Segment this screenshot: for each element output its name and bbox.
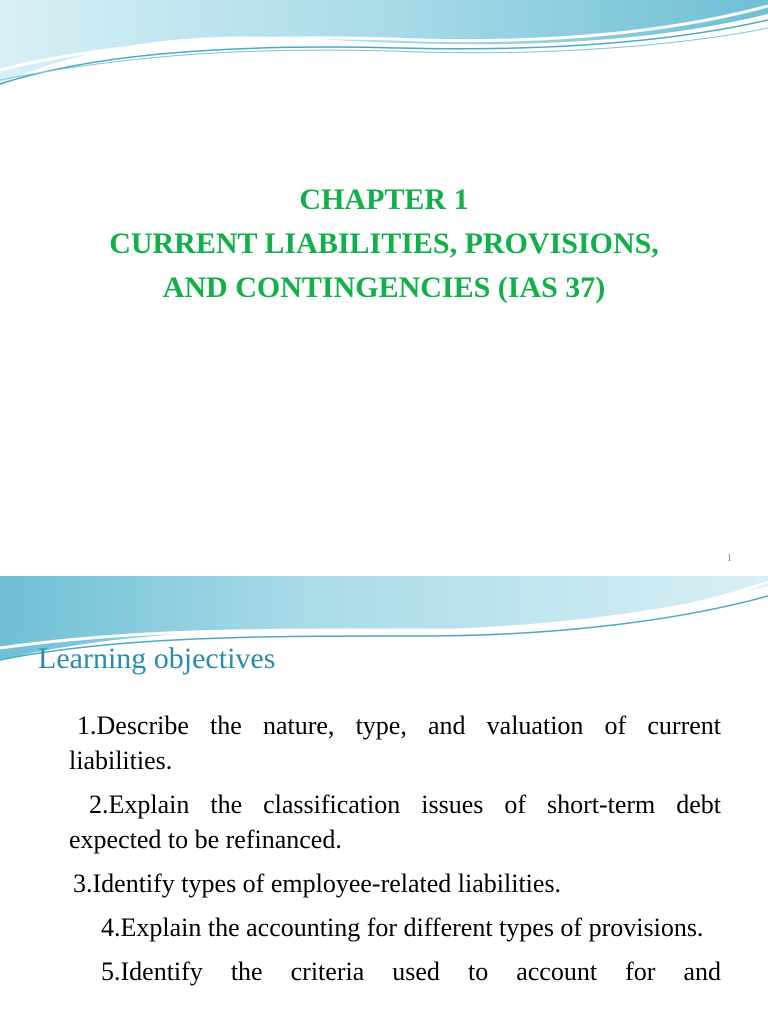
- objective-item: 4.Explain the accounting for different types of provisions.: [101, 913, 704, 942]
- objective-item: 5.Identify the criteria used to account for and: [101, 957, 721, 986]
- slide-title: [0, 178, 768, 310]
- learning-objectives-heading: Learning objectives: [38, 642, 276, 675]
- title-line-chapter: CHAPTER 1: [299, 183, 469, 216]
- header-wave-decoration: [0, 0, 768, 100]
- objective-item: 1.Describe the nature, type, and valuation of current liabilities.: [69, 711, 721, 775]
- title-line-topic-1: CURRENT LIABILITIES, PROVISIONS,: [109, 227, 659, 260]
- slide-2: [0, 576, 768, 1024]
- objectives-list: [69, 708, 721, 998]
- title-line-topic-2: AND CONTINGENCIES (IAS 37): [162, 271, 606, 304]
- slide-number: 1: [727, 553, 732, 564]
- objective-item: 3.Identify types of employee-related liabilities.: [73, 869, 562, 898]
- objective-item: 2.Explain the classification issues of short-term debt expected to be refinanced.: [69, 790, 721, 854]
